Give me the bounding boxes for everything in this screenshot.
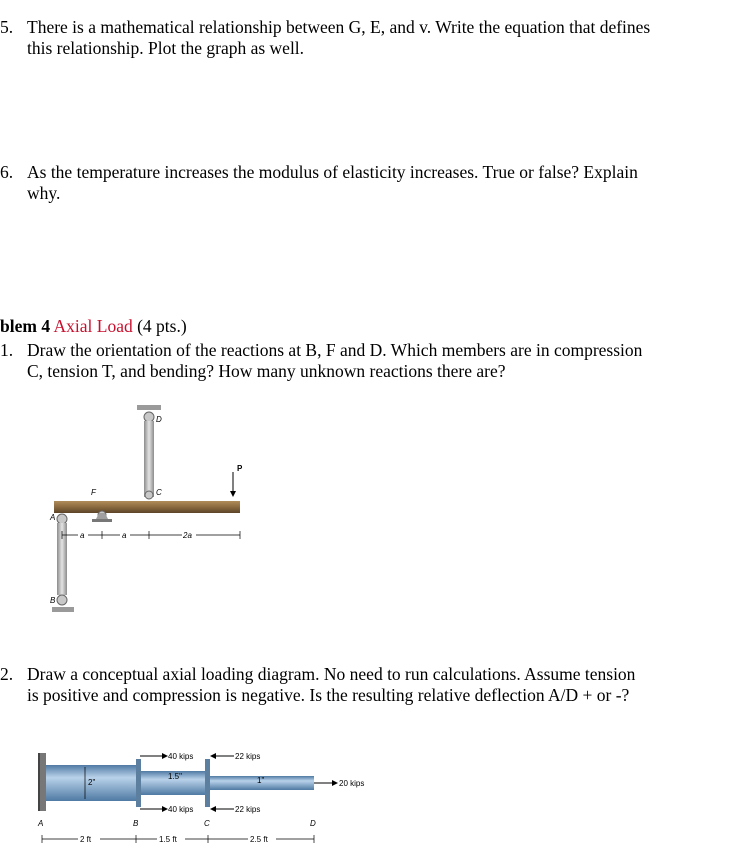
dia-15in: 1.5" (168, 772, 182, 781)
load-40-bottom: 40 kips (168, 805, 194, 814)
horizontal-beam (54, 501, 240, 513)
question-number: 6. (0, 162, 14, 182)
point-c: C (204, 819, 210, 828)
problem-points: (4 pts.) (137, 316, 187, 336)
item-text-line1: Draw a conceptual axial loading diagram. No need to run calculations. Assume tension (27, 664, 636, 684)
item-text-line2: C, tension T, and bending? How many unknown reactions there are? (27, 361, 506, 381)
pin-a (57, 514, 67, 524)
problem-heading (0, 316, 187, 337)
bottom-support-plate (52, 607, 74, 612)
dia-2in: 2" (88, 778, 96, 787)
point-d: D (310, 819, 316, 828)
load-arrowhead (210, 806, 216, 812)
problem-title: Axial Load (53, 316, 133, 336)
length-25ft: 2.5 ft (250, 835, 268, 844)
question-text-line2: why. (27, 183, 61, 203)
item-text-line1: Draw the orientation of the reactions at B, F and D. Which members are in compression (27, 340, 643, 360)
question-6 (0, 162, 750, 206)
load-p-head (230, 491, 236, 497)
question-text-line1: As the temperature increases the modulus of elasticity increases. True or false? Explain (27, 162, 638, 182)
length-2ft: 2 ft (80, 835, 92, 844)
load-arrowhead (210, 753, 216, 759)
pin-d (144, 412, 154, 422)
frame-figure (40, 395, 260, 625)
dim-a2: a (122, 531, 127, 540)
load-20-end: 20 kips (339, 779, 365, 788)
dim-2a: 2a (183, 531, 192, 540)
question-number: 5. (0, 17, 14, 37)
column-cd (144, 421, 154, 497)
support-f-base (92, 519, 112, 522)
pin-c (145, 491, 153, 499)
point-b: B (133, 819, 139, 828)
item-text-line2: is positive and compression is negative. Is the resulting relative deflection A/D + or -? (27, 685, 630, 705)
question-text-line1: There is a mathematical relationship between G, E, and v. Write the equation that defines (27, 17, 651, 37)
label-a: A (50, 513, 56, 522)
label-p: P (237, 464, 243, 473)
question-text-line2: this relationship. Plot the graph as well. (27, 38, 305, 58)
stepped-rod-figure (30, 745, 365, 848)
label-b: B (50, 596, 56, 605)
flange-b (136, 759, 141, 807)
load-40-top: 40 kips (168, 752, 194, 761)
dim-a1: a (80, 531, 85, 540)
problem-item-1 (0, 340, 750, 384)
item-number: 1. (0, 340, 14, 360)
flange-c (205, 759, 210, 807)
dia-1in: 1" (257, 776, 265, 785)
load-22-top: 22 kips (235, 752, 261, 761)
load-arrowhead (332, 780, 338, 786)
pin-b (57, 595, 67, 605)
label-d: D (156, 415, 162, 424)
problem-prefix: blem 4 (0, 316, 51, 336)
point-a: A (38, 819, 44, 828)
wall (40, 753, 46, 811)
top-support-plate (137, 405, 161, 410)
label-f: F (91, 488, 96, 497)
length-15ft: 1.5 ft (159, 835, 177, 844)
load-22-bottom: 22 kips (235, 805, 261, 814)
label-c: C (156, 488, 162, 497)
question-5 (0, 17, 750, 61)
wall-edge (38, 753, 40, 811)
item-number: 2. (0, 664, 14, 684)
problem-item-2 (0, 664, 750, 708)
